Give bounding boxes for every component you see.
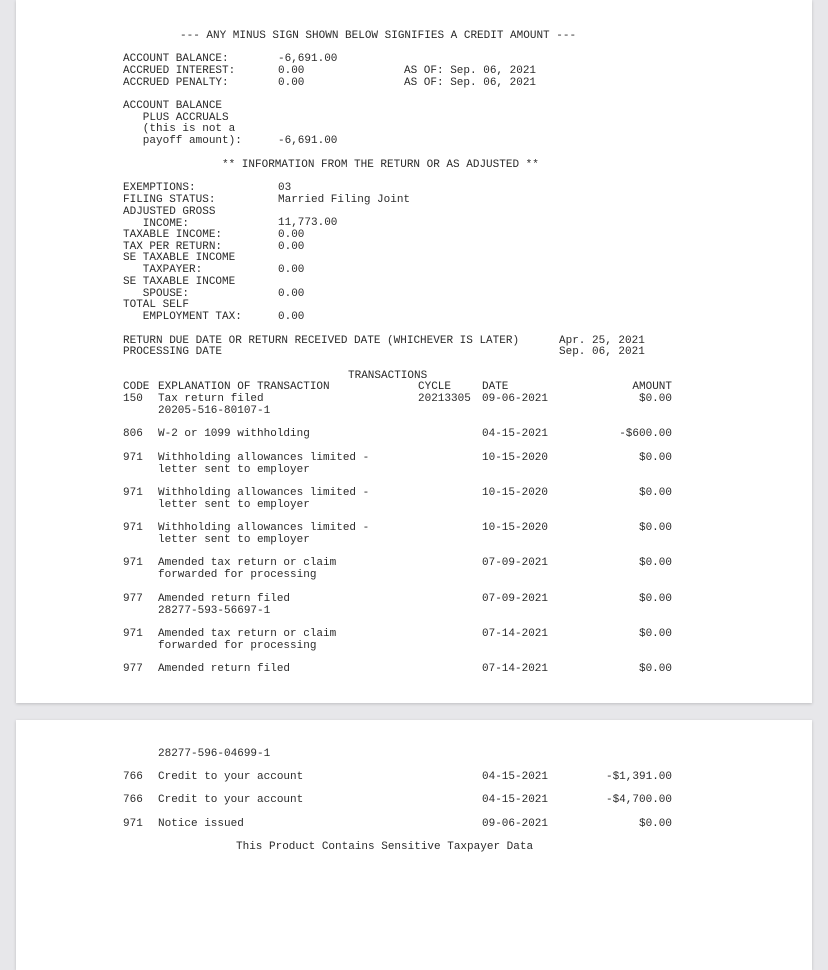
row-amount: $0.00: [638, 393, 672, 405]
total-se-tax-value: 0.00: [278, 311, 305, 323]
row-code: 971: [123, 487, 143, 499]
row-explanation: Withholding allowances limited - letter sent to employer: [158, 522, 370, 546]
row-date: 07-14-2021: [482, 663, 549, 675]
processing-date-label: PROCESSING DATE: [123, 346, 223, 358]
row-explanation: Amended return filed: [158, 663, 291, 675]
row-amount: -$4,700.00: [605, 794, 672, 806]
transcript-page-1: [16, 0, 812, 703]
continuation-dln: 28277-596-04699-1: [158, 748, 271, 760]
row-code: 766: [123, 771, 143, 783]
row-amount: $0.00: [638, 663, 672, 675]
agi-value: 11,773.00: [278, 217, 338, 229]
row-date: 04-15-2021: [482, 771, 549, 783]
row-amount: -$1,391.00: [605, 771, 672, 783]
row-code: 977: [123, 663, 143, 675]
row-explanation: Withholding allowances limited - letter sent to employer: [158, 487, 370, 511]
header-date: DATE: [482, 381, 509, 393]
return-due-value: Apr. 25, 2021: [559, 335, 645, 347]
tax-per-return-label: TAX PER RETURN:: [123, 241, 223, 253]
row-cycle: 20213305: [418, 393, 471, 405]
row-code: 977: [123, 593, 143, 605]
row-explanation: Tax return filed 20205-516-80107-1: [158, 393, 271, 417]
row-amount: $0.00: [638, 522, 672, 534]
accrued-interest-asof: AS OF: Sep. 06, 2021: [404, 65, 537, 77]
credit-notice: --- ANY MINUS SIGN SHOWN BELOW SIGNIFIES A CREDIT AMOUNT ---: [180, 30, 577, 42]
row-explanation: Amended tax return or claim forwarded for processing: [158, 557, 337, 581]
row-date: 10-15-2020: [482, 522, 549, 534]
row-amount: $0.00: [638, 818, 672, 830]
row-date: 07-14-2021: [482, 628, 549, 640]
header-explanation: EXPLANATION OF TRANSACTION: [158, 381, 330, 393]
row-code: 971: [123, 818, 143, 830]
row-amount: -$600.00: [619, 428, 672, 440]
accrued-penalty-value: 0.00: [278, 77, 305, 89]
header-cycle: CYCLE: [418, 381, 452, 393]
se-spouse-value: 0.00: [278, 288, 305, 300]
row-explanation: Credit to your account: [158, 794, 304, 806]
row-code: 766: [123, 794, 143, 806]
taxable-income-label: TAXABLE INCOME:: [123, 229, 223, 241]
row-amount: $0.00: [638, 628, 672, 640]
account-balance-value: -6,691.00: [278, 53, 338, 65]
accrued-interest-label: ACCRUED INTEREST:: [123, 65, 236, 77]
row-date: 09-06-2021: [482, 818, 549, 830]
row-code: 971: [123, 628, 143, 640]
row-explanation: Withholding allowances limited - letter sent to employer: [158, 452, 370, 476]
account-balance-label: ACCOUNT BALANCE:: [123, 53, 229, 65]
exemptions-value: 03: [278, 182, 292, 194]
row-code: 150: [123, 393, 143, 405]
sensitive-data-footer: This Product Contains Sensitive Taxpayer Data: [236, 841, 534, 853]
accrued-interest-value: 0.00: [278, 65, 305, 77]
row-date: 07-09-2021: [482, 593, 549, 605]
balance-plus-accruals-value: -6,691.00: [278, 135, 338, 147]
row-date: 09-06-2021: [482, 393, 549, 405]
row-date: 10-15-2020: [482, 487, 549, 499]
row-code: 971: [123, 452, 143, 464]
exemptions-label: EXEMPTIONS:: [123, 182, 196, 194]
agi-label: ADJUSTED GROSS INCOME:: [123, 206, 216, 230]
row-explanation: Amended tax return or claim forwarded for processing: [158, 628, 337, 652]
row-code: 971: [123, 557, 143, 569]
se-taxpayer-label: SE TAXABLE INCOME TAXPAYER:: [123, 252, 236, 276]
header-amount: AMOUNT: [632, 381, 672, 393]
header-code: CODE: [123, 381, 150, 393]
row-amount: $0.00: [638, 487, 672, 499]
row-code: 971: [123, 522, 143, 534]
tax-per-return-value: 0.00: [278, 241, 305, 253]
row-date: 04-15-2021: [482, 428, 549, 440]
row-date: 07-09-2021: [482, 557, 549, 569]
row-date: 10-15-2020: [482, 452, 549, 464]
transcript-page-2: [16, 720, 812, 970]
return-due-label: RETURN DUE DATE OR RETURN RECEIVED DATE (WHICHEVER IS LATER): [123, 335, 520, 347]
row-amount: $0.00: [638, 452, 672, 464]
se-taxpayer-value: 0.00: [278, 264, 305, 276]
row-explanation: W-2 or 1099 withholding: [158, 428, 310, 440]
accrued-penalty-asof: AS OF: Sep. 06, 2021: [404, 77, 537, 89]
filing-status-value: Married Filing Joint: [278, 194, 411, 206]
total-se-tax-label: TOTAL SELF EMPLOYMENT TAX:: [123, 299, 242, 323]
row-date: 04-15-2021: [482, 794, 549, 806]
processing-date-value: Sep. 06, 2021: [559, 346, 645, 358]
accrued-penalty-label: ACCRUED PENALTY:: [123, 77, 229, 89]
row-explanation: Amended return filed 28277-593-56697-1: [158, 593, 291, 617]
row-explanation: Notice issued: [158, 818, 244, 830]
row-amount: $0.00: [638, 557, 672, 569]
transactions-title: TRANSACTIONS: [348, 370, 428, 382]
balance-plus-accruals-label: ACCOUNT BALANCE PLUS ACCRUALS (this is not a payoff amount):: [123, 100, 242, 147]
row-amount: $0.00: [638, 593, 672, 605]
row-explanation: Credit to your account: [158, 771, 304, 783]
taxable-income-value: 0.00: [278, 229, 305, 241]
filing-status-label: FILING STATUS:: [123, 194, 216, 206]
info-section-header: ** INFORMATION FROM THE RETURN OR AS ADJUSTED **: [222, 159, 539, 171]
row-code: 806: [123, 428, 143, 440]
se-spouse-label: SE TAXABLE INCOME SPOUSE:: [123, 276, 236, 300]
